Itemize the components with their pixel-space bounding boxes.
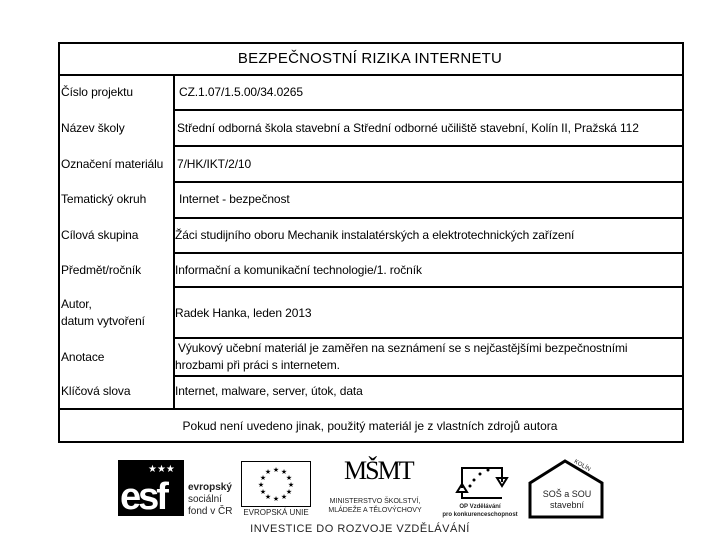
svg-text:★: ★ [259, 475, 267, 482]
value-project-number: CZ.1.07/1.5.00/34.0265 [179, 85, 303, 99]
sos-sou-logo [527, 457, 607, 519]
label-target-group: Cílová skupina [61, 228, 139, 242]
divider [173, 337, 682, 339]
label-annotation: Anotace [61, 350, 105, 364]
svg-text:★: ★ [257, 482, 265, 489]
sos-text: stavební [549, 500, 585, 510]
svg-text:★: ★ [285, 475, 293, 482]
svg-text:★: ★ [280, 469, 288, 476]
divider [58, 74, 682, 76]
value-school-name: Střední odborná škola stavební a Střední odborné učiliště stavební, Kolín II, Pražská 112 [177, 121, 639, 135]
msmt-mark: MŠMT [344, 456, 413, 485]
value-annotation-line2: hrozbami při práci s internetem. [175, 358, 340, 372]
label-school-name: Název školy [61, 121, 125, 135]
msmt-text: MLÁDEŽE A TĚLOVÝCHOVY [328, 507, 422, 514]
op-text: pro konkurenceschopnost [442, 512, 518, 518]
svg-text:★: ★ [272, 467, 280, 474]
op-vk-icon [440, 460, 520, 502]
svg-text:★: ★ [264, 494, 272, 501]
esf-text: sociální [188, 494, 222, 505]
divider [173, 109, 682, 111]
divider [173, 181, 682, 183]
op-vk-logo [440, 460, 520, 520]
label-subject: Předmět/ročník [61, 263, 141, 277]
eu-stars-icon [241, 461, 311, 507]
esf-logo: ★★★ esf evropský sociální fond v ČR [118, 460, 238, 518]
value-topic: Internet - bezpečnost [179, 192, 290, 206]
svg-text:★: ★ [287, 482, 295, 489]
value-material-id: 7/HK/IKT/2/10 [177, 157, 252, 171]
value-keywords: Internet, malware, server, útok, data [175, 384, 363, 398]
op-text: OP Vzdělávání [459, 504, 501, 510]
divider [173, 145, 682, 147]
svg-text:★: ★ [285, 489, 293, 496]
svg-text:★: ★ [272, 496, 280, 503]
label-keywords: Klíčová slova [61, 384, 131, 398]
divider [173, 375, 682, 377]
eu-caption: EVROPSKÁ UNIE [243, 508, 309, 517]
label-date: datum vytvoření [61, 314, 145, 328]
investment-slogan: INVESTICE DO ROZVOJE VZDĚLÁVÁNÍ [250, 523, 470, 535]
label-topic: Tematický okruh [61, 192, 147, 206]
value-target-group: Žáci studijního oboru Mechanik instalatérských a elektrotechnických zařízení [175, 228, 575, 242]
divider [173, 252, 682, 254]
svg-text:★: ★ [264, 469, 272, 476]
label-author: Autor, [61, 297, 92, 311]
info-table [58, 42, 684, 443]
divider [173, 217, 682, 219]
msmt-text: MINISTERSTVO ŠKOLSTVÍ, [329, 498, 421, 505]
label-material-id: Označení materiálu [61, 157, 164, 171]
svg-text:★: ★ [259, 489, 267, 496]
msmt-logo [316, 458, 434, 518]
source-note: Pokud není uvedeno jinak, použitý materiál je z vlastních zdrojů autora [182, 419, 558, 433]
value-author: Radek Hanka, leden 2013 [175, 306, 312, 320]
divider [58, 408, 682, 410]
divider [173, 286, 682, 288]
sos-text: SOŠ a SOU [542, 489, 592, 499]
esf-text: fond v ČR [188, 506, 233, 517]
sos-corner-text: KOLÍN [572, 458, 592, 474]
svg-text:★: ★ [280, 494, 288, 501]
value-annotation-line1: Výukový učební materiál je zaměřen na seznámení se s nejčastějšími bezpečnostními [178, 341, 628, 355]
document-title: BEZPEČNOSTNÍ RIZIKA INTERNETU [237, 50, 503, 67]
eu-flag-logo [241, 461, 311, 517]
esf-text: evropský [188, 482, 232, 493]
value-subject: Informační a komunikační technologie/1. ročník [175, 263, 422, 277]
label-project-number: Číslo projektu [61, 85, 133, 99]
esf-mark: esf [120, 476, 166, 518]
